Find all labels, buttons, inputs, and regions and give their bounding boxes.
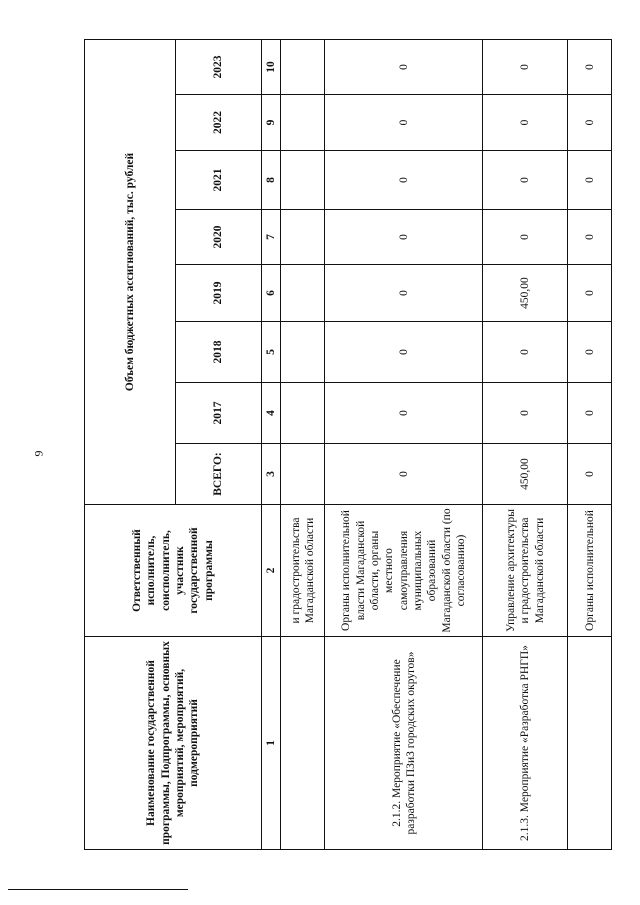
header-year: 2020 xyxy=(176,210,262,265)
value-cell: 0 xyxy=(568,444,612,505)
header-total: ВСЕГО: xyxy=(176,444,262,505)
value-cell xyxy=(281,383,325,444)
value-cell: 0 xyxy=(568,151,612,210)
row-name xyxy=(568,637,612,850)
value-cell: 0 xyxy=(325,265,483,322)
header-year: 2021 xyxy=(176,151,262,210)
value-cell: 0 xyxy=(568,40,612,95)
value-cell: 0 xyxy=(568,322,612,383)
value-cell: 0 xyxy=(483,383,568,444)
value-cell: 0 xyxy=(325,383,483,444)
value-cell: 0 xyxy=(483,95,568,151)
table-row xyxy=(281,40,325,850)
value-cell: 0 xyxy=(325,40,483,95)
value-cell: 0 xyxy=(568,383,612,444)
value-cell: 450,00 xyxy=(483,444,568,505)
row-name: 2.1.2. Мероприятие «Обеспечение разработки ПЗиЗ городских округов» xyxy=(325,637,483,850)
table-row xyxy=(568,40,612,850)
value-cell: 0 xyxy=(483,151,568,210)
row-executor: и градостроительства Магаданской области xyxy=(281,505,325,637)
value-cell: 0 xyxy=(325,444,483,505)
value-cell: 0 xyxy=(483,322,568,383)
row-name xyxy=(281,637,325,850)
header-col-executor: Ответственный исполнитель, соисполнитель, участник государственной программы xyxy=(85,505,262,637)
value-cell: 0 xyxy=(568,210,612,265)
value-cell: 0 xyxy=(568,95,612,151)
value-cell xyxy=(281,444,325,505)
row-executor: Органы исполнительной власти Магаданской области, органы местного самоуправления муниципальных образований Магаданской области (по согласованию) xyxy=(325,505,483,637)
value-cell xyxy=(281,40,325,95)
value-cell: 0 xyxy=(325,322,483,383)
column-number: 4 xyxy=(262,383,281,444)
table-row xyxy=(483,40,568,850)
value-cell: 0 xyxy=(325,210,483,265)
value-cell xyxy=(281,151,325,210)
column-number: 3 xyxy=(262,444,281,505)
header-year: 2018 xyxy=(176,322,262,383)
value-cell: 0 xyxy=(325,95,483,151)
column-number: 8 xyxy=(262,151,281,210)
footnote-separator xyxy=(8,889,188,890)
header-year: 2022 xyxy=(176,95,262,151)
value-cell xyxy=(281,210,325,265)
page-number: 9 xyxy=(31,450,46,457)
value-cell: 450,00 xyxy=(483,265,568,322)
header-year: 2023 xyxy=(176,40,262,95)
column-number: 5 xyxy=(262,322,281,383)
column-number: 10 xyxy=(262,40,281,95)
value-cell: 0 xyxy=(325,151,483,210)
value-cell: 0 xyxy=(568,265,612,322)
row-executor: Управление архитектуры и градостроительства Магаданской области xyxy=(483,505,568,637)
value-cell: 0 xyxy=(483,210,568,265)
header-budget: Объем бюджетных ассигнований, тыс. рублей xyxy=(85,40,176,505)
column-number: 1 xyxy=(262,637,281,850)
column-number: 6 xyxy=(262,265,281,322)
column-number: 7 xyxy=(262,210,281,265)
table-row xyxy=(325,40,483,850)
rotated-table-wrapper xyxy=(84,40,596,850)
value-cell xyxy=(281,95,325,151)
value-cell xyxy=(281,322,325,383)
budget-table xyxy=(84,39,612,850)
row-name: 2.1.3. Мероприятие «Разработка РНГП» xyxy=(483,637,568,850)
header-year: 2019 xyxy=(176,265,262,322)
column-number: 9 xyxy=(262,95,281,151)
value-cell: 0 xyxy=(483,40,568,95)
value-cell xyxy=(281,265,325,322)
column-number: 2 xyxy=(262,505,281,637)
header-year: 2017 xyxy=(176,383,262,444)
row-executor: Органы исполнительной xyxy=(568,505,612,637)
header-col-name: Наименование государственной программы, Подпрограммы, основных мероприятий, мероприятий, подмероприятий xyxy=(85,637,262,850)
